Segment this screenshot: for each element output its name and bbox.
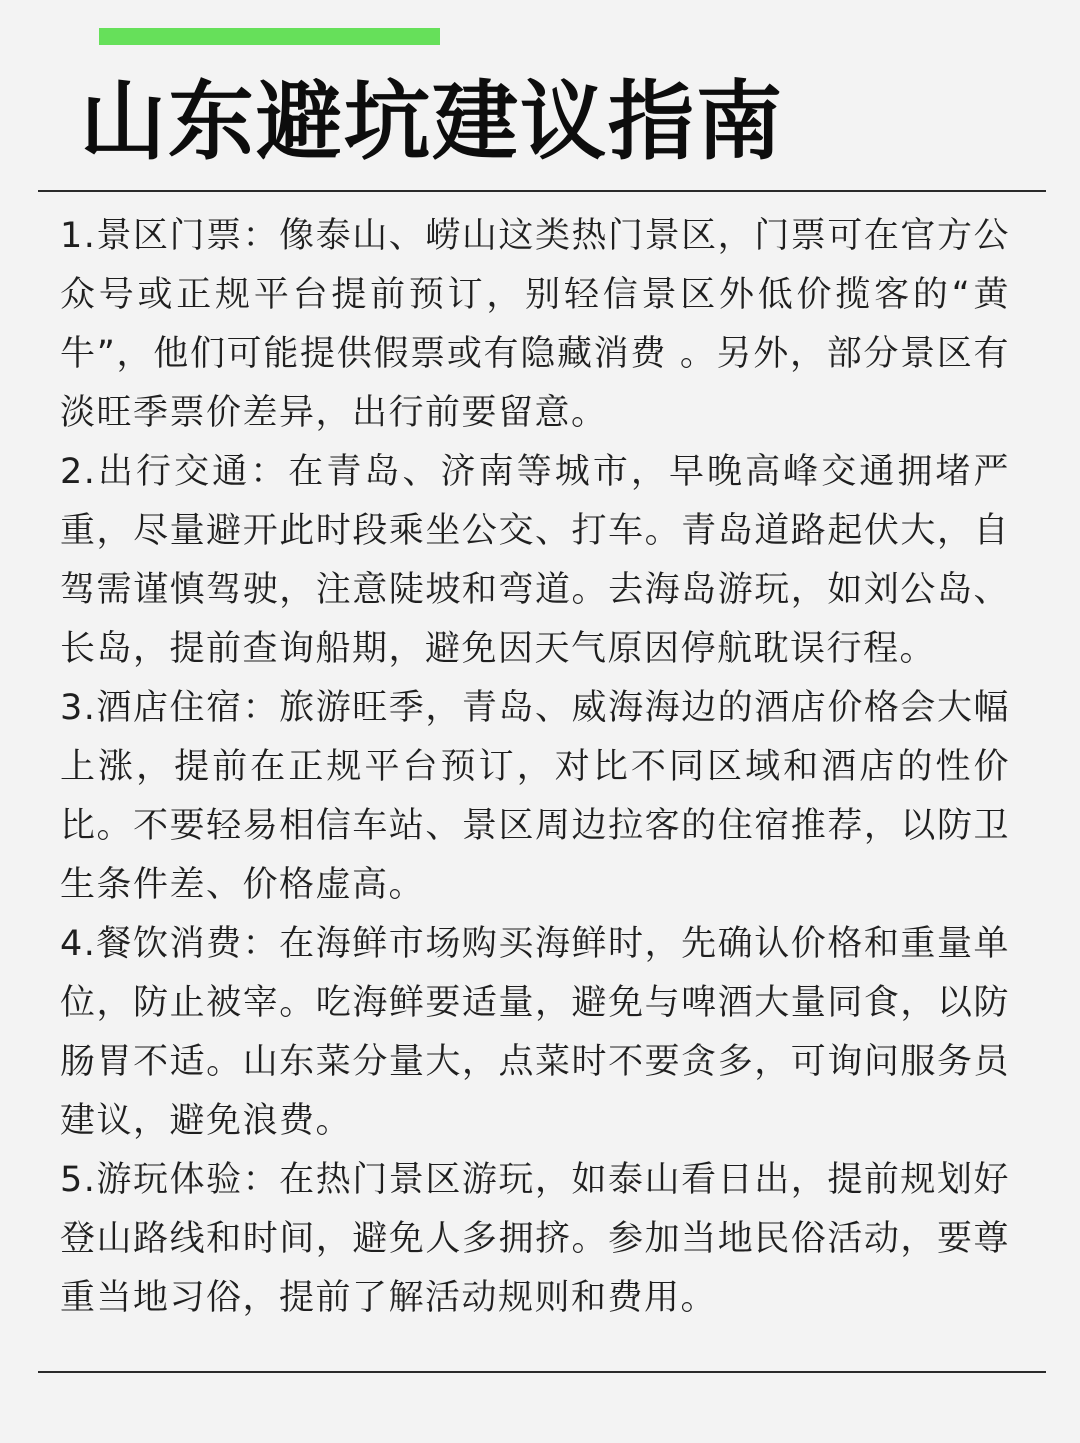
tip-hotel: 3.酒店住宿：旅游旺季，青岛、威海海边的酒店价格会大幅上涨，提前在正规平台预订，对比不同区域和酒店的性价比。不要轻易相信车站、景区周边拉客的住宿推荐，以防卫生条件差、价格虚高。 xyxy=(60,688,1010,905)
bottom-divider xyxy=(38,1371,1046,1373)
tip-tickets: 1.景区门票：像泰山、崂山这类热门景区，门票可在官方公众号或正规平台提前预订，别轻信景区外低价揽客的“黄牛”，他们可能提供假票或有隐藏消费 。另外，部分景区有淡旺季票价差异，出行前要留意。 xyxy=(60,216,1010,433)
top-divider xyxy=(38,190,1046,192)
tip-experience: 5.游玩体验：在热门景区游玩，如泰山看日出，提前规划好登山路线和时间，避免人多拥挤。参加当地民俗活动，要尊重当地习俗，提前了解活动规则和费用。 xyxy=(60,1160,1010,1318)
page-title: 山东避坑建议指南 xyxy=(80,72,784,172)
tip-transport: 2.出行交通：在青岛、济南等城市，早晚高峰交通拥堵严重，尽量避开此时段乘坐公交、打车。青岛道路起伏大，自驾需谨慎驾驶，注意陡坡和弯道。去海岛游玩，如刘公岛、长岛，提前查询船期，避免因天气原因停航耽误行程。 xyxy=(60,452,1010,669)
tips-list xyxy=(60,207,1010,1328)
title-accent-bar xyxy=(99,28,440,45)
tip-dining: 4.餐饮消费：在海鲜市场购买海鲜时，先确认价格和重量单位，防止被宰。吃海鲜要适量，避免与啤酒大量同食，以防肠胃不适。山东菜分量大，点菜时不要贪多，可询问服务员建议，避免浪费。 xyxy=(60,924,1010,1141)
